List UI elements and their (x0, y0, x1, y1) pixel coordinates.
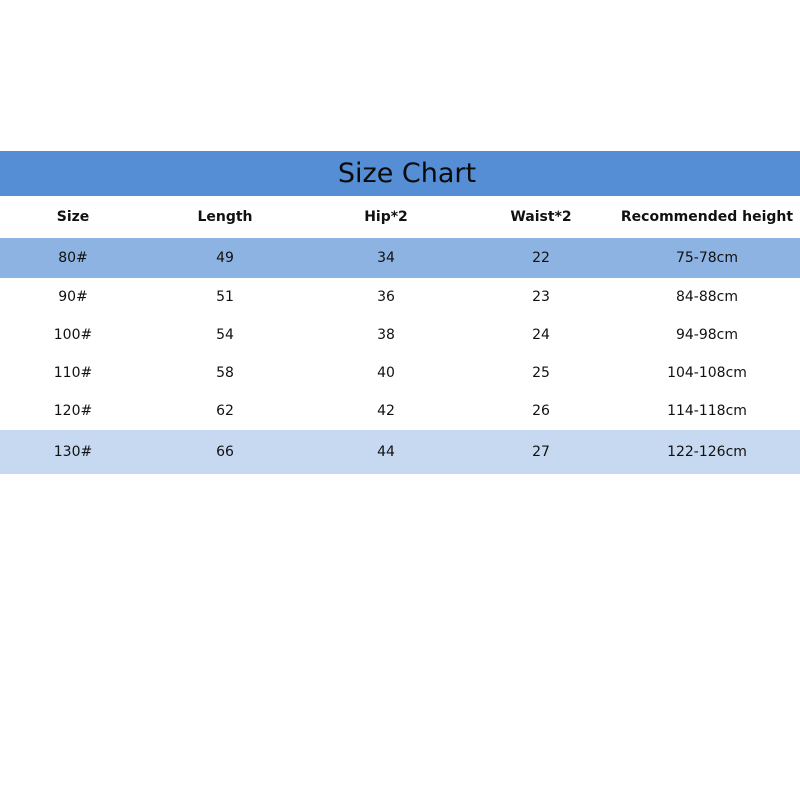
cell-waist: 26 (532, 403, 550, 419)
table-header-row (0, 196, 800, 238)
table-row (0, 238, 800, 278)
cell-waist: 23 (532, 289, 550, 305)
cell-recommended-height: 104-108cm (667, 365, 747, 381)
chart-title: Size Chart (337, 158, 477, 189)
cell-length: 62 (216, 403, 234, 419)
cell-size: 90# (58, 289, 88, 305)
cell-size: 100# (53, 327, 93, 343)
cell-hip: 34 (377, 250, 395, 266)
cell-waist: 27 (532, 444, 550, 460)
table-row (0, 316, 800, 354)
column-header-hip: Hip*2 (364, 209, 408, 225)
column-header-length: Length (197, 209, 253, 225)
cell-recommended-height: 84-88cm (675, 289, 738, 305)
cell-size: 110# (53, 365, 93, 381)
table-row (0, 430, 800, 474)
column-header-waist: Waist*2 (510, 209, 572, 225)
table-row (0, 278, 800, 316)
table-row (0, 392, 800, 430)
cell-recommended-height: 94-98cm (675, 327, 738, 343)
cell-size: 80# (58, 250, 88, 266)
cell-hip: 38 (377, 327, 395, 343)
column-header-size: Size (56, 209, 90, 225)
cell-length: 49 (216, 250, 234, 266)
cell-hip: 40 (377, 365, 395, 381)
cell-length: 54 (216, 327, 234, 343)
cell-recommended-height: 114-118cm (667, 403, 747, 419)
cell-size: 130# (53, 444, 93, 460)
cell-waist: 25 (532, 365, 550, 381)
title-bar (0, 151, 800, 196)
cell-waist: 22 (532, 250, 550, 266)
cell-size: 120# (53, 403, 93, 419)
cell-waist: 24 (532, 327, 550, 343)
cell-length: 51 (216, 289, 234, 305)
cell-recommended-height: 122-126cm (667, 444, 747, 460)
size-table (0, 196, 800, 474)
cell-length: 58 (216, 365, 234, 381)
cell-hip: 44 (377, 444, 395, 460)
column-header-recommended-height: Recommended height (620, 209, 794, 225)
table-row (0, 354, 800, 392)
cell-hip: 36 (377, 289, 395, 305)
cell-length: 66 (216, 444, 234, 460)
cell-recommended-height: 75-78cm (675, 250, 738, 266)
cell-hip: 42 (377, 403, 395, 419)
